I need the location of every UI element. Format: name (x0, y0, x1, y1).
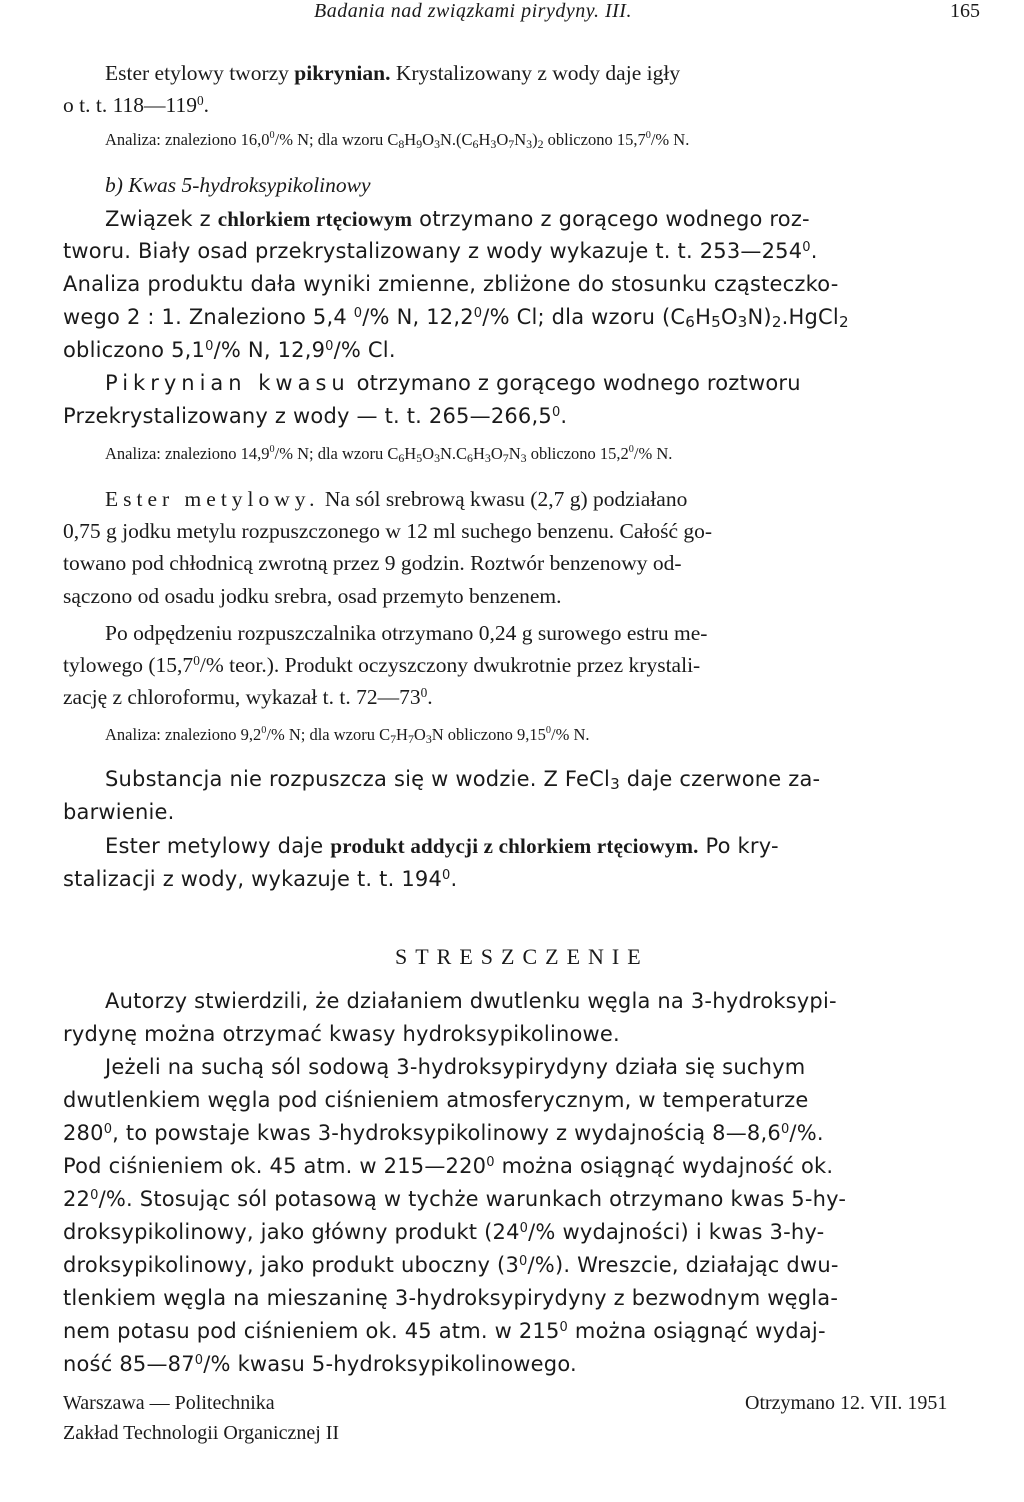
received-date: Otrzymano 12. VII. 1951 (745, 1392, 948, 1414)
text-line: wego 2 : 1. Znaleziono 5,4 $^0$/% N, 12,2$^0$/% Cl; dla wzoru (C6H5O3N)2.HgCl2 (63, 305, 849, 331)
text-line: ność $85—87^0/\%$ kwasu 5-hydroksypikolinowego. (63, 1352, 577, 1376)
text-line: Analiza produktu dała wyniki zmienne, zbliżone do stosunku cząsteczko- (63, 272, 839, 296)
text-line: Substancja nie rozpuszcza się w wodzie. Z FeCl3 daje czerwone za- (105, 767, 821, 793)
text-line: $280^0$, to powstaje kwas 3-hydroksypikolinowy z wydajnością $8—8,6^0/\%$. (63, 1121, 824, 1145)
summary-title: STRESZCZENIE (395, 944, 649, 969)
text-line: Autorzy stwierdzili, że działaniem dwutlenku węgla na 3-hydroksypi- (105, 989, 837, 1013)
analysis-line: Analiza: znaleziono 16,0$^0$/% N; dla wzoru $C_8H_9O_3N.(C_6H_3O_7N_3)_2$ obliczono 15,7$^0$/% N. (105, 130, 690, 151)
text-line: 0,75 g jodku metylu rozpuszczonego w 12 ml suchego benzenu. Całość go- (63, 519, 713, 543)
section-heading: b) Kwas 5-hydroksypikolinowy (105, 173, 371, 197)
text-line: $22^0/\%$. Stosując sól potasową w tychże warunkach otrzymano kwas 5-hy- (63, 1187, 847, 1211)
text-line: Jeżeli na suchą sól sodową 3-hydroksypirydyny działa się suchym (105, 1055, 806, 1079)
text-line: Pod ciśnieniem ok. 45 atm. w $215—220^0$ można osiągnąć wydajność ok. (63, 1154, 834, 1178)
text-line: stalizacji z wody, wykazuje t. t. $194^0$. (63, 867, 458, 891)
text-line: Związek z chlorkiem rtęciowym otrzymano z gorącego wodnego roz- (105, 207, 810, 231)
bold-term: produkt addycji z chlorkiem rtęciowym. (330, 834, 699, 858)
text-line: Ester metylowy daje produkt addycji z chlorkiem rtęciowym. Po kry- (105, 834, 779, 858)
text-line (105, 60, 680, 86)
text-line: Pikrynian kwasu otrzymano z gorącego wodnego roztworu (105, 371, 801, 395)
text-line: tylowego (15,7$^0$/% teor.). Produkt oczyszczony dwukrotnie przez krystali- (63, 653, 701, 677)
spaced-term: Pikrynian kwasu (105, 371, 350, 395)
analysis-line: Analiza: znaleziono $9,2^0/\%$ N; dla wzoru $C_7H_7O_3N$ obliczono 9,15$^0$/% N. (105, 725, 590, 746)
degree-sign: 0 (196, 93, 204, 108)
text-line: rydynę można otrzymać kwasy hydroksypikolinowe. (63, 1022, 620, 1046)
footer-city: Warszawa — Politechnika (63, 1392, 275, 1414)
bold-term: pikrynian. (294, 61, 391, 85)
text-line: droksypikolinowy, jako produkt uboczny $(3^0/\%)$. Wreszcie, działając dwu- (63, 1253, 839, 1277)
text-line: obliczono $5,1^0/\%$ N, 12,9$^0$/% Cl. (63, 338, 396, 362)
text-line (63, 92, 209, 118)
text-line: Przekrystalizowany z wody — t. t. 265—266,5$^0$. (63, 404, 568, 428)
text-line: dwutlenkiem węgla pod ciśnieniem atmosferycznym, w temperaturze (63, 1088, 809, 1112)
text-line: droksypikolinowy, jako główny produkt ($24^0/\%$ wydajności) i kwas 3-hy- (63, 1220, 825, 1244)
text-line: barwienie. (63, 800, 175, 824)
text-line: sączono od osadu jodku srebra, osad przemyto benzenem. (63, 584, 562, 608)
text: Ester etylowy tworzy (105, 61, 289, 85)
text-line: tworu. Biały osad przekrystalizowany z wody wykazuje t. t. $253—254^0$. (63, 239, 818, 263)
page-number: 165 (950, 0, 980, 22)
running-header: Badania nad związkami pirydyny. III. (314, 0, 632, 22)
analysis-line: Analiza: znaleziono 14,9$^0$/% N; dla wzoru $C_6H_5O_3N.C_6H_3O_7N_3$ obliczono 15,2$^0$/% N. (105, 444, 673, 465)
bold-term: chlorkiem rtęciowym (217, 207, 413, 231)
footer-dept: Zakład Technologii Organicznej II (63, 1422, 340, 1444)
text-line: zację z chloroformu, wykazał t. t. $72—73^0$. (63, 685, 433, 709)
text: Krystalizowany z wody daje igły (395, 61, 681, 85)
spaced-term: Ester metylowy. (105, 487, 320, 511)
text: . (203, 93, 210, 117)
text-line: Ester metylowy. Na sól srebrową kwasu (2,7 g) podziałano (105, 487, 688, 511)
text-line: tlenkiem węgla na mieszaninę 3-hydroksypirydyny z bezwodnym węgla- (63, 1286, 839, 1310)
text-line: Po odpędzeniu rozpuszczalnika otrzymano 0,24 g surowego estru me- (105, 621, 708, 645)
text: o t. t. 118—119 (63, 93, 197, 117)
text-line: nem potasu pod ciśnieniem ok. 45 atm. w $215^0$ można osiągnąć wydaj- (63, 1319, 826, 1343)
text-line: towano pod chłodnicą zwrotną przez 9 godzin. Roztwór benzenowy od- (63, 551, 682, 575)
